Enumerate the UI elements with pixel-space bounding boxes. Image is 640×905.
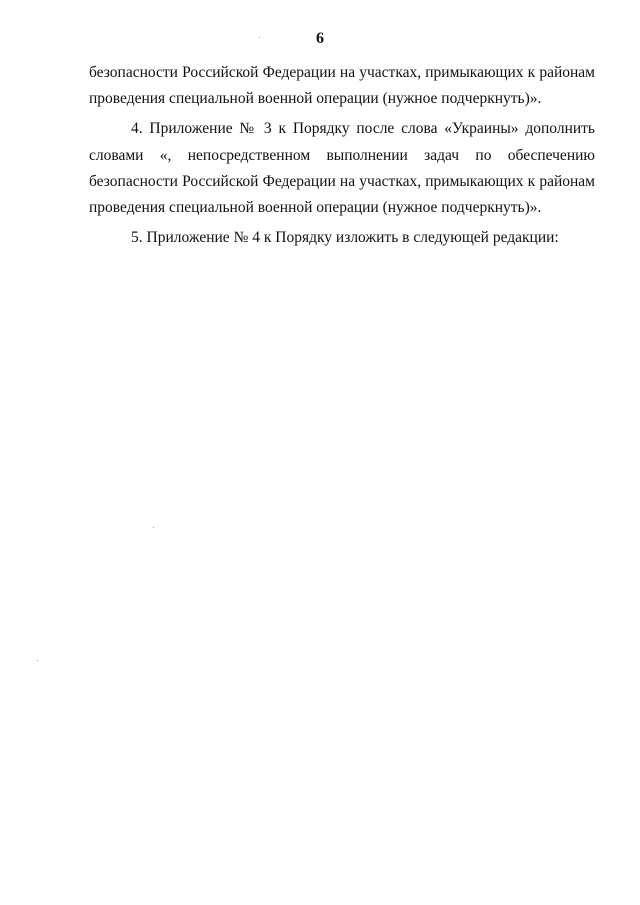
text-line: безопасности Российской Федерации на участках, примыкающих к районам xyxy=(89,64,595,81)
document-body xyxy=(89,60,595,251)
scan-speck xyxy=(259,37,260,38)
text-line: безопасности Российской Федерации на участках, примыкающих к районам xyxy=(89,172,595,190)
scan-speck xyxy=(153,527,154,528)
text-line: 5. Приложение № 4 к Порядку изложить в следующей редакции: xyxy=(131,229,559,247)
page-number: 6 xyxy=(316,30,324,47)
scan-speck xyxy=(37,660,38,661)
text-line: словами «, непосредственном выполнении задач по обеспечению xyxy=(89,146,595,164)
paragraph-continuation xyxy=(89,60,595,112)
paragraph-item-4 xyxy=(89,116,595,221)
text-line: 4. Приложение № 3 к Порядку после слова «Украины» дополнить xyxy=(131,120,595,138)
text-line: проведения специальной военной операции (нужное подчеркнуть)». xyxy=(89,90,542,108)
text-line: проведения специальной военной операции (нужное подчеркнуть)». xyxy=(89,198,542,216)
paragraph-item-5 xyxy=(89,225,595,251)
